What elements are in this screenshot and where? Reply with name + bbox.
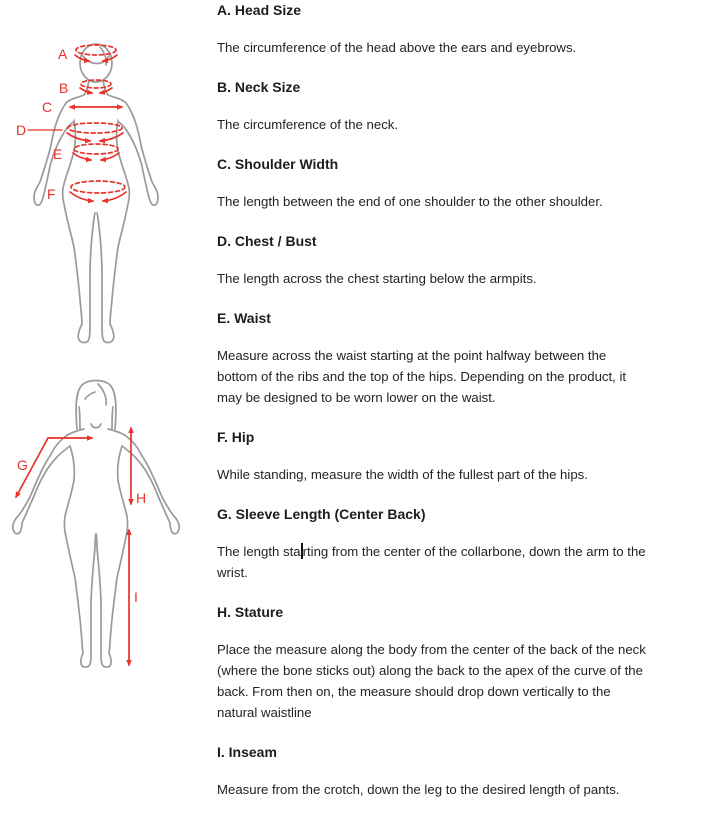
back-body-figure — [0, 372, 220, 676]
definitions-column — [217, 0, 709, 819]
section-description: The length across the chest starting below the armpits. — [217, 271, 537, 286]
section-heading: H. Stature — [217, 604, 284, 620]
section-heading: B. Neck Size — [217, 79, 301, 95]
back-body-outline — [13, 381, 179, 668]
section-description: Place the measure along the body from the center of the back of the neck (where the bone sticks out) along the back to the apex of the curve of the back. From then on, the measure should drop down vertically to the natural waistline — [217, 642, 646, 720]
measure-label-i: I — [134, 589, 138, 605]
front-body-figure — [0, 34, 220, 346]
section-heading: A. Head Size — [217, 2, 302, 18]
section-description: Measure across the waist starting at the point halfway between the bottom of the ribs and the top of the hips. Depending on the product, it may be designed to be worn lower on the waist. — [217, 348, 627, 405]
measure-label-b: B — [59, 80, 69, 96]
section-heading: C. Shoulder Width — [217, 156, 339, 172]
section-description: Measure from the crotch, down the leg to the desired length of pants. — [217, 782, 620, 797]
section-description: While standing, measure the width of the fullest part of the hips. — [217, 467, 588, 482]
section-heading: G. Sleeve Length (Center Back) — [217, 506, 426, 522]
section-heading: E. Waist — [217, 310, 271, 326]
text-after-cursor: rting from the center of the collarbone, down the arm to the — [302, 544, 646, 559]
section-stature — [217, 602, 709, 723]
section-heading: D. Chest / Bust — [217, 233, 317, 249]
section-head-size — [217, 0, 709, 58]
measure-label-a: A — [58, 46, 68, 62]
section-description: The circumference of the neck. — [217, 117, 399, 132]
diagram-column — [0, 0, 217, 804]
measure-label-c: C — [42, 99, 53, 115]
section-shoulder-width — [217, 154, 709, 212]
section-chest-bust — [217, 231, 709, 289]
section-neck-size — [217, 77, 709, 135]
measure-label-h: H — [136, 490, 147, 506]
section-description: The circumference of the head above the ears and eyebrows. — [217, 40, 577, 55]
measure-label-g: G — [17, 457, 28, 473]
section-sleeve-length — [217, 504, 709, 583]
section-heading: I. Inseam — [217, 744, 277, 760]
text-before-cursor: The length sta — [217, 544, 301, 559]
section-description-editable[interactable]: The length sta rting from the center of the collarbone, down the arm to the wrist. — [217, 544, 646, 580]
measure-label-f: F — [47, 186, 56, 202]
section-waist — [217, 308, 709, 408]
section-description: The length between the end of one shoulder to the other shoulder. — [217, 194, 603, 209]
section-hip — [217, 427, 709, 485]
section-inseam — [217, 742, 709, 800]
measure-label-d: D — [16, 122, 27, 138]
section-heading: F. Hip — [217, 429, 255, 445]
measure-label-e: E — [53, 146, 63, 162]
